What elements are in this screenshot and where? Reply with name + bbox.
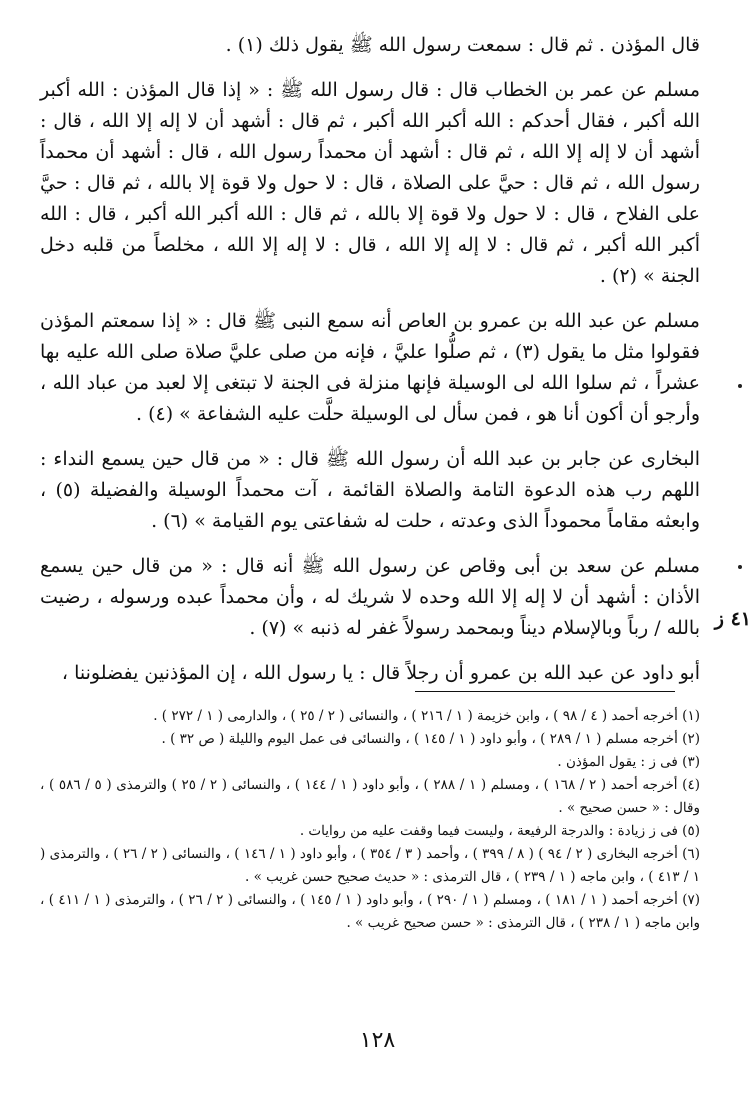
footnote-5: (٥) فى ز زيادة : والدرجة الرفيعة ، وليست فيما وقفت عليه من روايات .: [299, 823, 700, 839]
main-text: [40, 30, 700, 703]
footnote-6: (٦) أخرجه البخارى ( ٢ / ٩٤ ) ( ٨ / ٣٩٩ ) ، وأحمد ( ٣ / ٣٥٤ ) ، وأبو داود ( ١ / ١٤٦ ) ، والنسائى ( ٢ / ٢٦ ) ، والترمذى ( ١ / ٤١٣ ) ، وابن ماجه ( ١ / ٢٣٩ ) ، قال الترمذى : « حديث صحيح حسن غريب » .: [40, 846, 700, 885]
paragraph-5: مسلم عن سعد بن أبى وقاص عن رسول الله ﷺ أنه قال : « من قال حين يسمع الأذان : أشهد أن لا إله إلا الله وحده لا شريك له ، وأن محمداً عبده ورسوله ، رضيت بالله / رباً وبالإسلام ديناً وبمحمد رسولاً غفر له ذنبه » (٧) .: [40, 555, 700, 639]
paragraph-4: البخارى عن جابر بن عبد الله أن رسول الله ﷺ قال : « من قال حين يسمع النداء : اللهم رب هذه الدعوة التامة والصلاة القائمة ، آت محمداً الوسيلة والفضيلة (٥) ، وابعثه مقاماً محموداً الذى وعدته ، حلت له شفاعتى يوم القيامة » (٦) .: [40, 448, 700, 532]
paragraph-2: مسلم عن عمر بن الخطاب قال : قال رسول الله ﷺ : « إذا قال المؤذن : الله أكبر الله أكبر ، فقال أحدكم : الله أكبر الله أكبر ، ثم قال : أشهد أن لا إله إلا الله ، قال : أشهد أن لا إله إلا الله ، ثم قال : أشهد أن محمداً رسول الله ، قال : أشهد أن محمداً رسول الله ، ثم قال : حيَّ على الصلاة ، قال : لا حول ولا قوة إلا بالله ، ثم قال : حيَّ على الفلاح ، قال : لا حول ولا قوة إلا بالله ، ثم قال : الله أكبر الله أكبر ، قال : الله أكبر الله أكبر ، ثم قال : لا إله إلا الله ، قال : لا إله إلا الله ، مخلصاً من قلبه دخل الجنة » (٢) .: [40, 79, 700, 287]
footnote-separator: [415, 691, 675, 692]
edge-dot: [738, 565, 742, 569]
page-number: ١٢٨: [359, 1028, 396, 1053]
manuscript-folio-marker: ٤١ ز: [714, 608, 751, 630]
footnote-2: (٢) أخرجه مسلم ( ١ / ٢٨٩ ) ، وأبو داود ( ١ / ١٤٥ ) ، والنسائى فى عمل اليوم والليلة ( ص ٣٢ ) .: [161, 731, 700, 747]
paragraph-6: أبو داود عن عبد الله بن عمرو أن رجلاً قال : يا رسول الله ، إن المؤذنين يفضلوننا ،: [61, 662, 700, 684]
footnote-3: (٣) فى ز : يقول المؤذن .: [557, 754, 700, 770]
footnote-4: (٤) أخرجه أحمد ( ٢ / ١٦٨ ) ، ومسلم ( ١ / ٢٨٨ ) ، وأبو داود ( ١ / ١٤٤ ) ، والنسائى ( ٢ / ٢٥ ) والترمذى ( ٥ / ٥٨٦ ) ، وقال : « حسن صحيح » .: [40, 777, 700, 816]
footnotes: [40, 705, 700, 935]
footnote-7: (٧) أخرجه أحمد ( ١ / ١٨١ ) ، ومسلم ( ١ / ٢٩٠ ) ، وأبو داود ( ١ / ١٤٥ ) ، والنسائى ( ٢ / ٢٦ ) ، والترمذى ( ١ / ٤١١ ) ، وابن ماجه ( ١ / ٢٣٨ ) ، قال الترمذى : « حسن صحيح غريب » .: [40, 892, 701, 931]
paragraph-1: قال المؤذن . ثم قال : سمعت رسول الله ﷺ يقول ذلك (١) .: [225, 34, 700, 56]
edge-dot: [738, 384, 742, 388]
paragraph-3: مسلم عن عبد الله بن عمرو بن العاص أنه سمع النبى ﷺ قال : « إذا سمعتم المؤذن فقولوا مثل ما يقول (٣) ، ثم صلُّوا عليَّ ، فإنه من صلى عليَّ صلاة صلى الله عليه بها عشراً ، ثم سلوا الله لى الوسيلة فإنها منزلة فى الجنة لا تبتغى إلا لعبد من عباد الله ، وأرجو أن أكون أنا هو ، فمن سأل لى الوسيلة حلَّت عليه الشفاعة » (٤) .: [40, 310, 701, 425]
footnote-1: (١) أخرجه أحمد ( ٤ / ٩٨ ) ، وابن خزيمة ( ١ / ٢١٦ ) ، والنسائى ( ٢ / ٢٥ ) ، والدارمى ( ١ / ٢٧٢ ) .: [153, 708, 700, 724]
